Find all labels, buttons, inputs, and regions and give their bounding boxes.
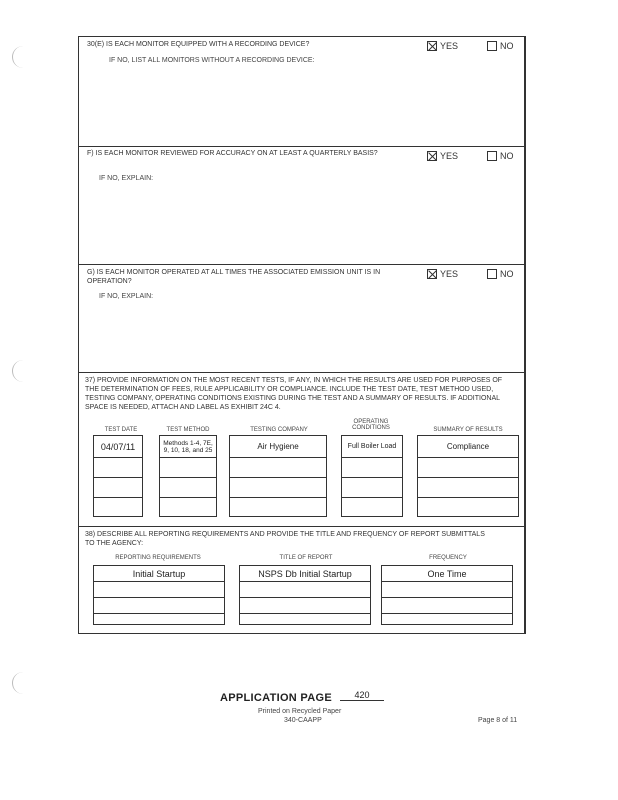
title-of-report-cell[interactable]: NSPS Db Initial Startup	[240, 566, 370, 582]
question-30g-followup: IF NO, EXPLAIN:	[99, 293, 154, 300]
section-37	[79, 373, 524, 527]
operating-conditions-cell-empty[interactable]	[342, 498, 402, 516]
testing-company-column	[229, 435, 327, 517]
checkbox-checked-icon[interactable]	[427, 41, 437, 51]
yes-option-30e[interactable]	[427, 41, 458, 51]
section-30e	[79, 37, 524, 147]
test-method-column	[159, 435, 217, 517]
question-30e: 30(E) IS EACH MONITOR EQUIPPED WITH A RECORDING DEVICE?	[87, 41, 310, 48]
test-method-cell-empty[interactable]	[160, 498, 216, 516]
frequency-column	[381, 565, 513, 625]
header-frequency: FREQUENCY	[429, 555, 467, 561]
no-label: NO	[500, 151, 514, 161]
frequency-cell[interactable]: One Time	[382, 566, 512, 582]
yes-label: YES	[440, 41, 459, 51]
frequency-cell-empty[interactable]	[382, 598, 512, 614]
reporting-requirement-cell-empty[interactable]	[94, 614, 224, 624]
testing-company-cell[interactable]: Air Hygiene	[230, 436, 326, 458]
summary-of-results-cell-empty[interactable]	[418, 458, 518, 478]
test-date-column	[93, 435, 143, 517]
yes-option-30g[interactable]	[427, 269, 458, 279]
header-testing-company: TESTING COMPANY	[250, 427, 308, 433]
test-date-cell-empty[interactable]	[94, 458, 142, 478]
frequency-cell-empty[interactable]	[382, 614, 512, 624]
test-method-cell-empty[interactable]	[160, 478, 216, 498]
punch-hole-top	[12, 46, 25, 68]
frequency-cell-empty[interactable]	[382, 582, 512, 598]
section-30g	[79, 265, 524, 373]
checkbox-checked-icon[interactable]	[427, 151, 437, 161]
title-of-report-column	[239, 565, 371, 625]
summary-of-results-cell-empty[interactable]	[418, 498, 518, 516]
no-label: NO	[500, 41, 514, 51]
testing-company-cell-empty[interactable]	[230, 498, 326, 516]
question-30f: F) IS EACH MONITOR REVIEWED FOR ACCURACY ON AT LEAST A QUARTERLY BASIS?	[87, 150, 378, 157]
test-date-cell[interactable]: 04/07/11	[94, 436, 142, 458]
test-date-cell-empty[interactable]	[94, 478, 142, 498]
yes-option-30f[interactable]	[427, 151, 458, 161]
test-method-cell-empty[interactable]	[160, 458, 216, 478]
title-of-report-cell-empty[interactable]	[240, 582, 370, 598]
header-test-method: TEST METHOD	[166, 427, 210, 433]
operating-conditions-cell[interactable]: Full Boiler Load	[342, 436, 402, 458]
summary-of-results-column	[417, 435, 519, 517]
summary-of-results-cell[interactable]: Compliance	[418, 436, 518, 458]
header-reporting-requirements: REPORTING REQUIREMENTS	[115, 555, 201, 561]
checkbox-empty-icon[interactable]	[487, 269, 497, 279]
reporting-requirement-cell-empty[interactable]	[94, 598, 224, 614]
operating-conditions-column	[341, 435, 403, 517]
punch-hole-middle	[12, 360, 25, 382]
reporting-requirement-cell-empty[interactable]	[94, 582, 224, 598]
header-test-date: TEST DATE	[104, 427, 138, 433]
section-30f	[79, 147, 524, 265]
checkbox-checked-icon[interactable]	[427, 269, 437, 279]
title-of-report-cell-empty[interactable]	[240, 614, 370, 624]
section-38	[79, 527, 524, 633]
checkbox-empty-icon[interactable]	[487, 151, 497, 161]
page-of-count: Page 8 of 11	[478, 717, 518, 724]
question-37: 37) PROVIDE INFORMATION ON THE MOST RECENT TESTS, IF ANY, IN WHICH THE RESULTS ARE USED FOR PURPOSES OF THE DETERMINATION OF FEES, RULE APPLICABILITY OR COMPLIANCE. INCLUDE THE TEST DATE, TEST METHOD USED, TESTING COMPANY, OPERATING CONDITIONS EXISTING DURING THE TEST AND A SUMMARY OF RESULTS. IF ADDITIONAL SPACE IS NEEDED, ATTACH AND LABEL AS EXHIBIT 24C 4.	[85, 377, 503, 411]
question-30e-followup: IF NO, LIST ALL MONITORS WITHOUT A RECORDING DEVICE:	[109, 57, 315, 64]
yes-label: YES	[440, 151, 459, 161]
recycled-paper-note: Printed on Recycled Paper	[258, 708, 342, 715]
header-title-of-report: TITLE OF REPORT	[279, 555, 333, 561]
application-form	[78, 36, 526, 634]
punch-hole-bottom	[12, 672, 25, 694]
application-page-title: APPLICATION PAGE	[220, 692, 332, 704]
reporting-requirements-column	[93, 565, 225, 625]
no-option-30g[interactable]	[487, 269, 514, 279]
test-date-cell-empty[interactable]	[94, 498, 142, 516]
no-option-30f[interactable]	[487, 151, 514, 161]
question-30f-followup: IF NO, EXPLAIN:	[99, 175, 154, 182]
application-page-number: 420	[340, 690, 384, 701]
checkbox-empty-icon[interactable]	[487, 41, 497, 51]
header-operating-conditions: OPERATING CONDITIONS	[352, 419, 390, 431]
reporting-requirement-cell[interactable]: Initial Startup	[94, 566, 224, 582]
header-summary-of-results: SUMMARY OF RESULTS	[433, 427, 503, 433]
testing-company-cell-empty[interactable]	[230, 458, 326, 478]
form-code: 340-CAAPP	[284, 717, 322, 724]
testing-company-cell-empty[interactable]	[230, 478, 326, 498]
question-30g: G) IS EACH MONITOR OPERATED AT ALL TIMES THE ASSOCIATED EMISSION UNIT IS IN OPERATION?	[87, 269, 381, 285]
no-option-30e[interactable]	[487, 41, 514, 51]
title-of-report-cell-empty[interactable]	[240, 598, 370, 614]
summary-of-results-cell-empty[interactable]	[418, 478, 518, 498]
operating-conditions-cell-empty[interactable]	[342, 478, 402, 498]
test-method-cell[interactable]: Methods 1-4, 7E, 9, 10, 18, and 25	[160, 436, 216, 458]
question-38: 38) DESCRIBE ALL REPORTING REQUIREMENTS AND PROVIDE THE TITLE AND FREQUENCY OF REPORT SUBMITTALS TO THE AGENCY:	[85, 531, 485, 547]
operating-conditions-cell-empty[interactable]	[342, 458, 402, 478]
no-label: NO	[500, 269, 514, 279]
yes-label: YES	[440, 269, 459, 279]
